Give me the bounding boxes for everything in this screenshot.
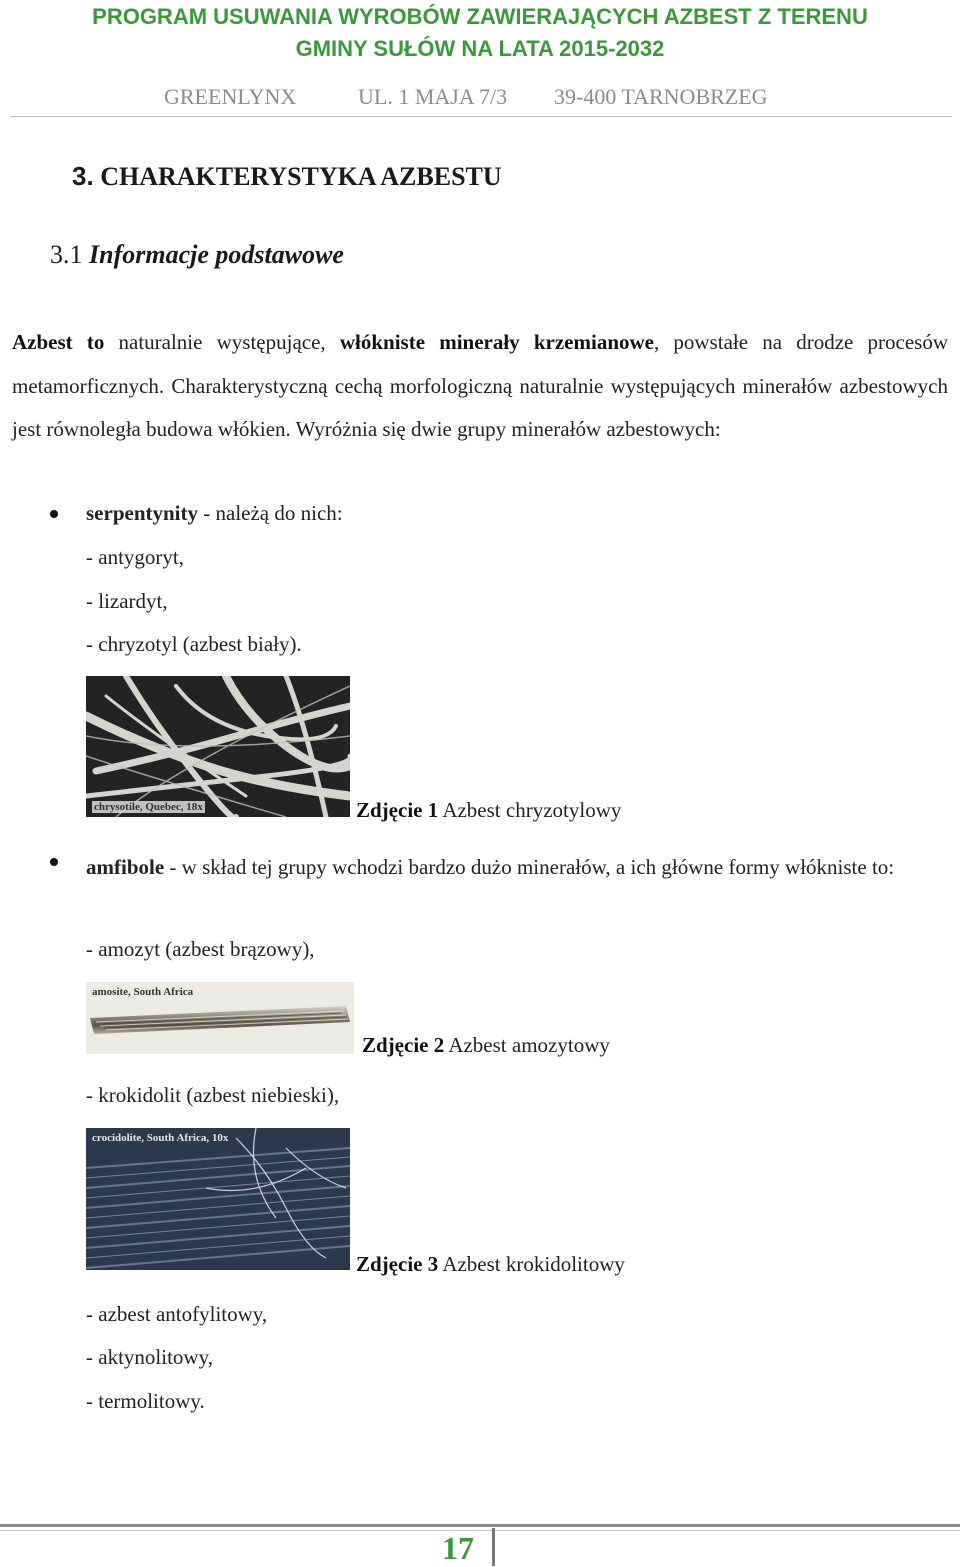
caption-text: Azbest chryzotylowy [438,798,622,822]
intro-bold-1: Azbest to [12,330,105,354]
photo-amosite [86,982,354,1054]
list-item: - chryzotyl (azbest biały). [86,632,302,656]
section-number: 3. [72,161,94,191]
crocidolite-fibers-image [86,1128,350,1270]
list-item: - azbest antofylitowy, [86,1302,268,1326]
intro-text-1: naturalnie występujące, [104,330,340,354]
header-divider [10,116,952,117]
serpentine-name: serpentynity [86,501,198,525]
list-item: - termolitowy. [86,1389,205,1413]
photo-caption [356,1252,625,1277]
photo-label: amosite, South Africa [92,986,194,998]
header-title-line1: PROGRAM USUWANIA WYROBÓW ZAWIERAJĄCYCH AZBEST Z TERENU [92,4,868,29]
subsection-title: Informacje podstawowe [89,240,344,269]
section-title: CHARAKTERYSTYKA AZBESTU [100,162,502,191]
serpentine-heading [86,501,343,526]
caption-text: Azbest krokidolitowy [438,1252,625,1276]
amphibole-paragraph [86,846,948,890]
header-street: UL. 1 MAJA 7/3 [358,84,508,109]
subsection-number: 3.1 [50,240,83,269]
list-item: - krokidolit (azbest niebieski), [86,1083,340,1107]
photo-caption [356,798,621,823]
page-number: 17 [442,1530,474,1566]
list-item: - antygoryt, [86,545,184,569]
list-item: - amozyt (azbest brązowy), [86,937,315,961]
photo-chrysotile [86,676,350,817]
serpentine-desc: - należą do nich: [198,501,343,525]
subsection-heading [50,240,344,270]
photo-crocidolite [86,1128,350,1270]
photo-label: crocidolite, South Africa, 10x [92,1132,229,1144]
caption-number: Zdjęcie 3 [356,1252,439,1276]
photo-caption [362,1033,610,1058]
caption-number: Zdjęcie 1 [356,798,439,822]
intro-paragraph [12,321,948,452]
bullet-serpentine [50,510,58,518]
caption-number: Zdjęcie 2 [362,1033,445,1057]
chrysotile-fibers-image [86,676,350,817]
caption-text: Azbest amozytowy [444,1033,610,1057]
header-company: GREENLYNX [164,84,297,109]
amphibole-desc: - w skład tej grupy wchodzi bardzo dużo minerałów, a ich główne formy włókniste to: [164,855,895,879]
section-heading [72,161,502,192]
page-number-bar [492,1528,495,1566]
footer-divider [0,1524,960,1527]
amphibole-name: amfibole [86,855,165,879]
header-title-line2: GMINY SUŁÓW NA LATA 2015-2032 [295,36,665,61]
footer-divider-thin [0,1530,960,1531]
list-item: - aktynolitowy, [86,1345,213,1369]
intro-bold-2: włókniste minerały krzemianowe [339,330,654,354]
header-city: 39-400 TARNOBRZEG [554,84,768,109]
bullet-amphibole [50,858,58,866]
intro-text-2: , powstałe na drodze procesów metamorficznych. Charakterystyczną cechą morfologiczną naturalnie występujących minerałów azbestowych jest równoległa budowa włókien. Wyróżnia się dwie grupy minerałów azbestowych: [12,330,948,441]
list-item: - lizardyt, [86,589,168,613]
photo-label: chrysotile, Quebec, 18x [94,801,203,813]
